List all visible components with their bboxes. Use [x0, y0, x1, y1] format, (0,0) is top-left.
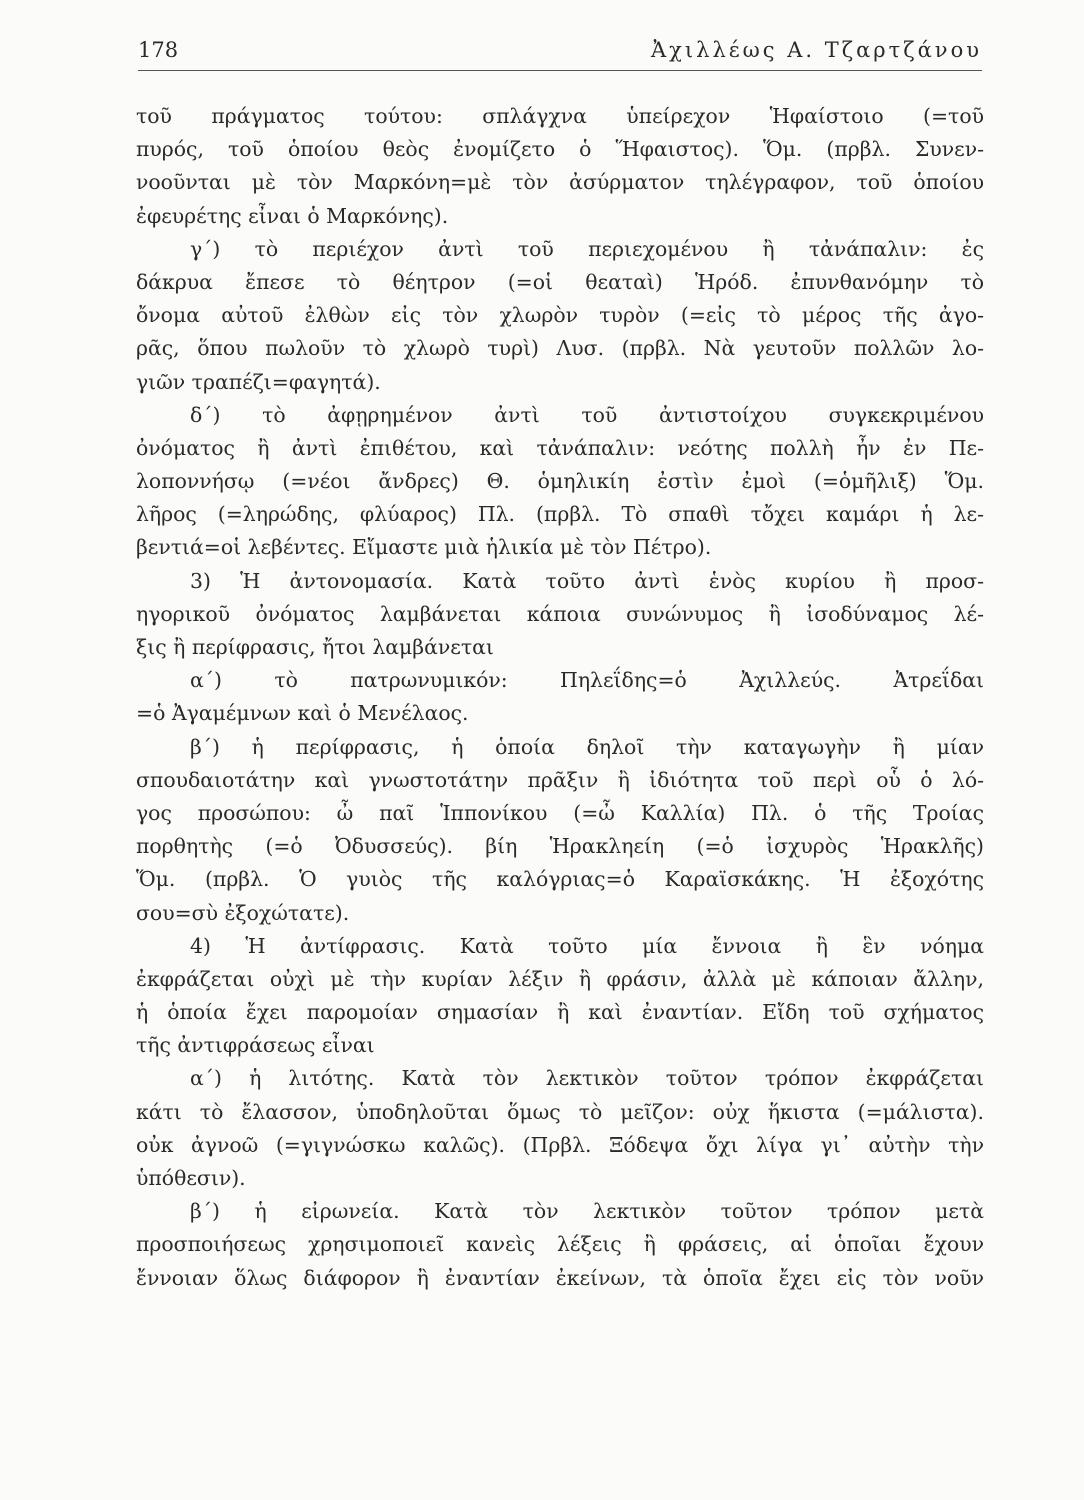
text-line: α΄) τὸ πατρωνυμικόν: Πηλεΐδης=ὁ Ἀχιλλεύς. Ἀτρεΐδαι	[190, 668, 984, 693]
text-line: γ΄) τὸ περιέχον ἀντὶ τοῦ περιεχομένου ἢ τἀνάπαλιν: ἐς	[190, 236, 984, 261]
running-head: Ἀχιλλέως Α. Τζαρτζάνου	[651, 38, 982, 62]
text-line: ἐκφράζεται οὐχὶ μὲ τὴν κυρίαν λέξιν ἢ φράσιν, ἀλλὰ μὲ κάποιαν ἄλλην,	[136, 966, 984, 991]
text-line: δάκρυα ἔπεσε τὸ θέητρον (=οἱ θεαταὶ) Ἡρόδ. ἐπυνθανόμην τὸ	[136, 269, 984, 294]
text-line: λῆρος (=ληρώδης, φλύαρος) Πλ. (πρβλ. Τὸ σπαθὶ τὄχει καμάρι ἡ λε-	[136, 502, 984, 527]
header-rule	[138, 70, 982, 71]
text-line: τῆς ἀντιφράσεως εἶναι	[136, 1033, 375, 1058]
body-text	[136, 100, 984, 1295]
page-header	[138, 38, 982, 70]
text-line: ἔννοιαν ὅλως διάφορον ἢ ἐναντίαν ἐκείνων, τὰ ὁποῖα ἔχει εἰς τὸν νοῦν	[136, 1265, 984, 1290]
text-line: προσποιήσεως χρησιμοποιεῖ κανεὶς λέξεις ἢ φράσεις, αἱ ὁποῖαι ἔχουν	[136, 1232, 984, 1257]
text-line: οὐκ ἀγνοῶ (=γιγνώσκω καλῶς). (Πρβλ. Ξόδεψα ὄχι λίγα γι᾿ αὐτὴν τὴν	[136, 1132, 984, 1157]
text-line: ἐφευρέτης εἶναι ὁ Μαρκόνης).	[136, 203, 449, 228]
text-line: βεντιά=οἱ λεβέντες. Εἴμαστε μιὰ ἡλικία μὲ τὸν Πέτρο).	[136, 535, 712, 560]
text-line: =ὁ Ἀγαμέμνων καὶ ὁ Μενέλαος.	[136, 701, 469, 726]
text-line: γος προσώπου: ὦ παῖ Ἱππονίκου (=ὦ Καλλία) Πλ. ὁ τῆς Τροίας	[136, 800, 984, 825]
text-line: ηγορικοῦ ὀνόματος λαμβάνεται κάποια συνώνυμος ἢ ἰσοδύναμος λέ-	[136, 601, 984, 626]
text-line: δ΄) τὸ ἀφῃρημένον ἀντὶ τοῦ ἀντιστοίχου συγκεκριμένου	[190, 402, 984, 427]
text-line: σου=σὺ ἐξοχώτατε).	[136, 900, 350, 925]
text-line: 3) Ἡ ἀντονομασία. Κατὰ τοῦτο ἀντὶ ἑνὸς κυρίου ἢ προσ-	[190, 568, 984, 593]
text-line: τοῦ πράγματος τούτου: σπλάγχνα ὑπείρεχον Ἡφαίστοιο (=τοῦ	[136, 104, 984, 128]
text-line: κάτι τὸ ἔλασσον, ὑποδηλοῦται ὅμως τὸ μεῖζον: οὐχ ἥκιστα (=μάλιστα).	[136, 1099, 984, 1124]
text-line: ὀνόματος ἢ ἀντὶ ἐπιθέτου, καὶ τἀνάπαλιν: νεότης πολλὴ ἦν ἐν Πε-	[136, 435, 984, 460]
text-line: ὑπόθεσιν).	[136, 1166, 246, 1190]
text-line: β΄) ἡ εἰρωνεία. Κατὰ τὸν λεκτικὸν τοῦτον τρόπον μετὰ	[190, 1199, 984, 1224]
text-line: πυρός, τοῦ ὁποίου θεὸς ἐνομίζετο ὁ Ἥφαιστος). Ὅμ. (πρβλ. Συνεν-	[136, 137, 984, 162]
text-line: πορθητὴς (=ὁ Ὀδυσσεύς). βίη Ἡρακληείη (=ὁ ἰσχυρὸς Ἡρακλῆς)	[136, 834, 984, 859]
text-line: νοοῦνται μὲ τὸν Μαρκόνη=μὲ τὸν ἀσύρματον τηλέγραφον, τοῦ ὁποίου	[136, 170, 984, 195]
text-line: σπουδαιοτάτην καὶ γνωστοτάτην πρᾶξιν ἢ ἰδιότητα τοῦ περὶ οὗ ὁ λό-	[136, 767, 984, 792]
text-line: Ὅμ. (πρβλ. Ὁ γυιὸς τῆς καλόγριας=ὁ Καραϊσκάκης. Ἡ ἐξοχότης	[136, 867, 984, 892]
text-line: ἡ ὁποία ἔχει παρομοίαν σημασίαν ἢ καὶ ἐναντίαν. Εἴδη τοῦ σχήματος	[136, 1000, 984, 1025]
text-line: β΄) ἡ περίφρασις, ἡ ὁποία δηλοῖ τὴν καταγωγὴν ἢ μίαν	[190, 734, 984, 759]
page-number: 178	[138, 38, 179, 62]
text-line: 4) Ἡ ἀντίφρασις. Κατὰ τοῦτο μία ἔννοια ἢ ἓν νόημα	[190, 933, 984, 958]
text-line: γιῶν τραπέζι=φαγητά).	[136, 369, 381, 394]
text-line: α΄) ἡ λιτότης. Κατὰ τὸν λεκτικὸν τοῦτον τρόπον ἐκφράζεται	[190, 1066, 984, 1091]
text-line: ρᾶς, ὅπου πωλοῦν τὸ χλωρὸ τυρὶ) Λυσ. (πρβλ. Νὰ γευτοῦν πολλῶν λο-	[136, 336, 984, 361]
text-line: λοποννήσῳ (=νέοι ἄνδρες) Θ. ὁμηλικίη ἐστὶν ἐμοὶ (=ὁμῆλιξ) Ὅμ.	[136, 469, 984, 494]
text-line: ὄνομα αὐτοῦ ἐλθὼν εἰς τὸν χλωρὸν τυρὸν (=εἰς τὸ μέρος τῆς ἀγο-	[136, 303, 984, 328]
text-line: ξις ἢ περίφρασις, ἤτοι λαμβάνεται	[136, 635, 494, 659]
